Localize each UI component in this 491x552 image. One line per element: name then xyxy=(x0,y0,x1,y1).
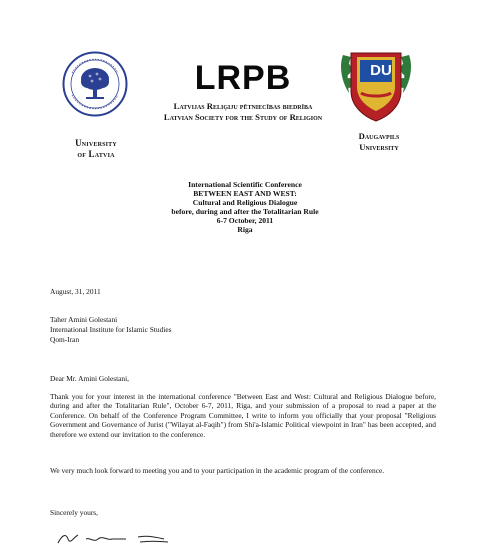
daugavpils-university-name xyxy=(342,131,416,153)
letter-date: August, 31, 2011 xyxy=(50,287,101,296)
daugavpils-university-crest xyxy=(337,47,415,123)
conference-subtitle-2: before, during and after the Totalitarian Rule xyxy=(171,207,319,216)
recipient-organization: International Institute for Islamic Studies xyxy=(50,325,172,334)
recipient-city: Qom-Iran xyxy=(50,335,80,344)
ul-name-line2: of Latvia xyxy=(77,149,115,159)
ul-name-line1: University xyxy=(75,138,117,148)
handwritten-signature xyxy=(56,529,176,547)
letter-paragraph-2: We very much look forward to meeting you and to your participation in the academic program of the conference. xyxy=(50,466,385,475)
du-name-line1: Daugavpils xyxy=(358,131,400,141)
conference-subtitle: Cultural and Religious Dialogue xyxy=(192,198,298,207)
conference-city: Riga xyxy=(237,225,253,234)
closing: Sincerely yours, xyxy=(50,508,99,517)
society-name-latvian: Latvijas Reliģiju pētniecības biedrība xyxy=(173,101,313,111)
du-name-line2: University xyxy=(359,142,399,152)
society-name-english: Latvian Society for the Study of Religion xyxy=(163,112,323,122)
du-monogram: DU xyxy=(370,62,392,79)
lrpb-logo: LRPB xyxy=(194,59,292,97)
conference-title: BETWEEN EAST AND WEST: xyxy=(193,189,297,198)
recipient-name: Taher Amini Golestani xyxy=(50,315,118,324)
salutation: Dear Mr. Amini Golestani, xyxy=(50,374,130,383)
letter-paragraph-1: Thank you for your interest in the international conference "Between East and West: Cultural and Religious Dialogue before, during and after the Totalitarian Rule", October 6-7, 2011, Riga, and your submission of a proposal to read a paper at the Conference. On behalf of the Conference Program Committee, I write to inform you officially that your proposal "Religious Government and Governance of Jurist ("Wilayat al-Faqih") from Shi'a-Islamic Political viewpoint in Iran" has been accepted, and therefore we extend our invitation to the conference. xyxy=(50,392,436,439)
conference-dates: 6-7 October, 2011 xyxy=(216,216,274,225)
conference-line1: International Scientific Conference xyxy=(188,180,302,189)
university-of-latvia-name xyxy=(60,138,132,160)
